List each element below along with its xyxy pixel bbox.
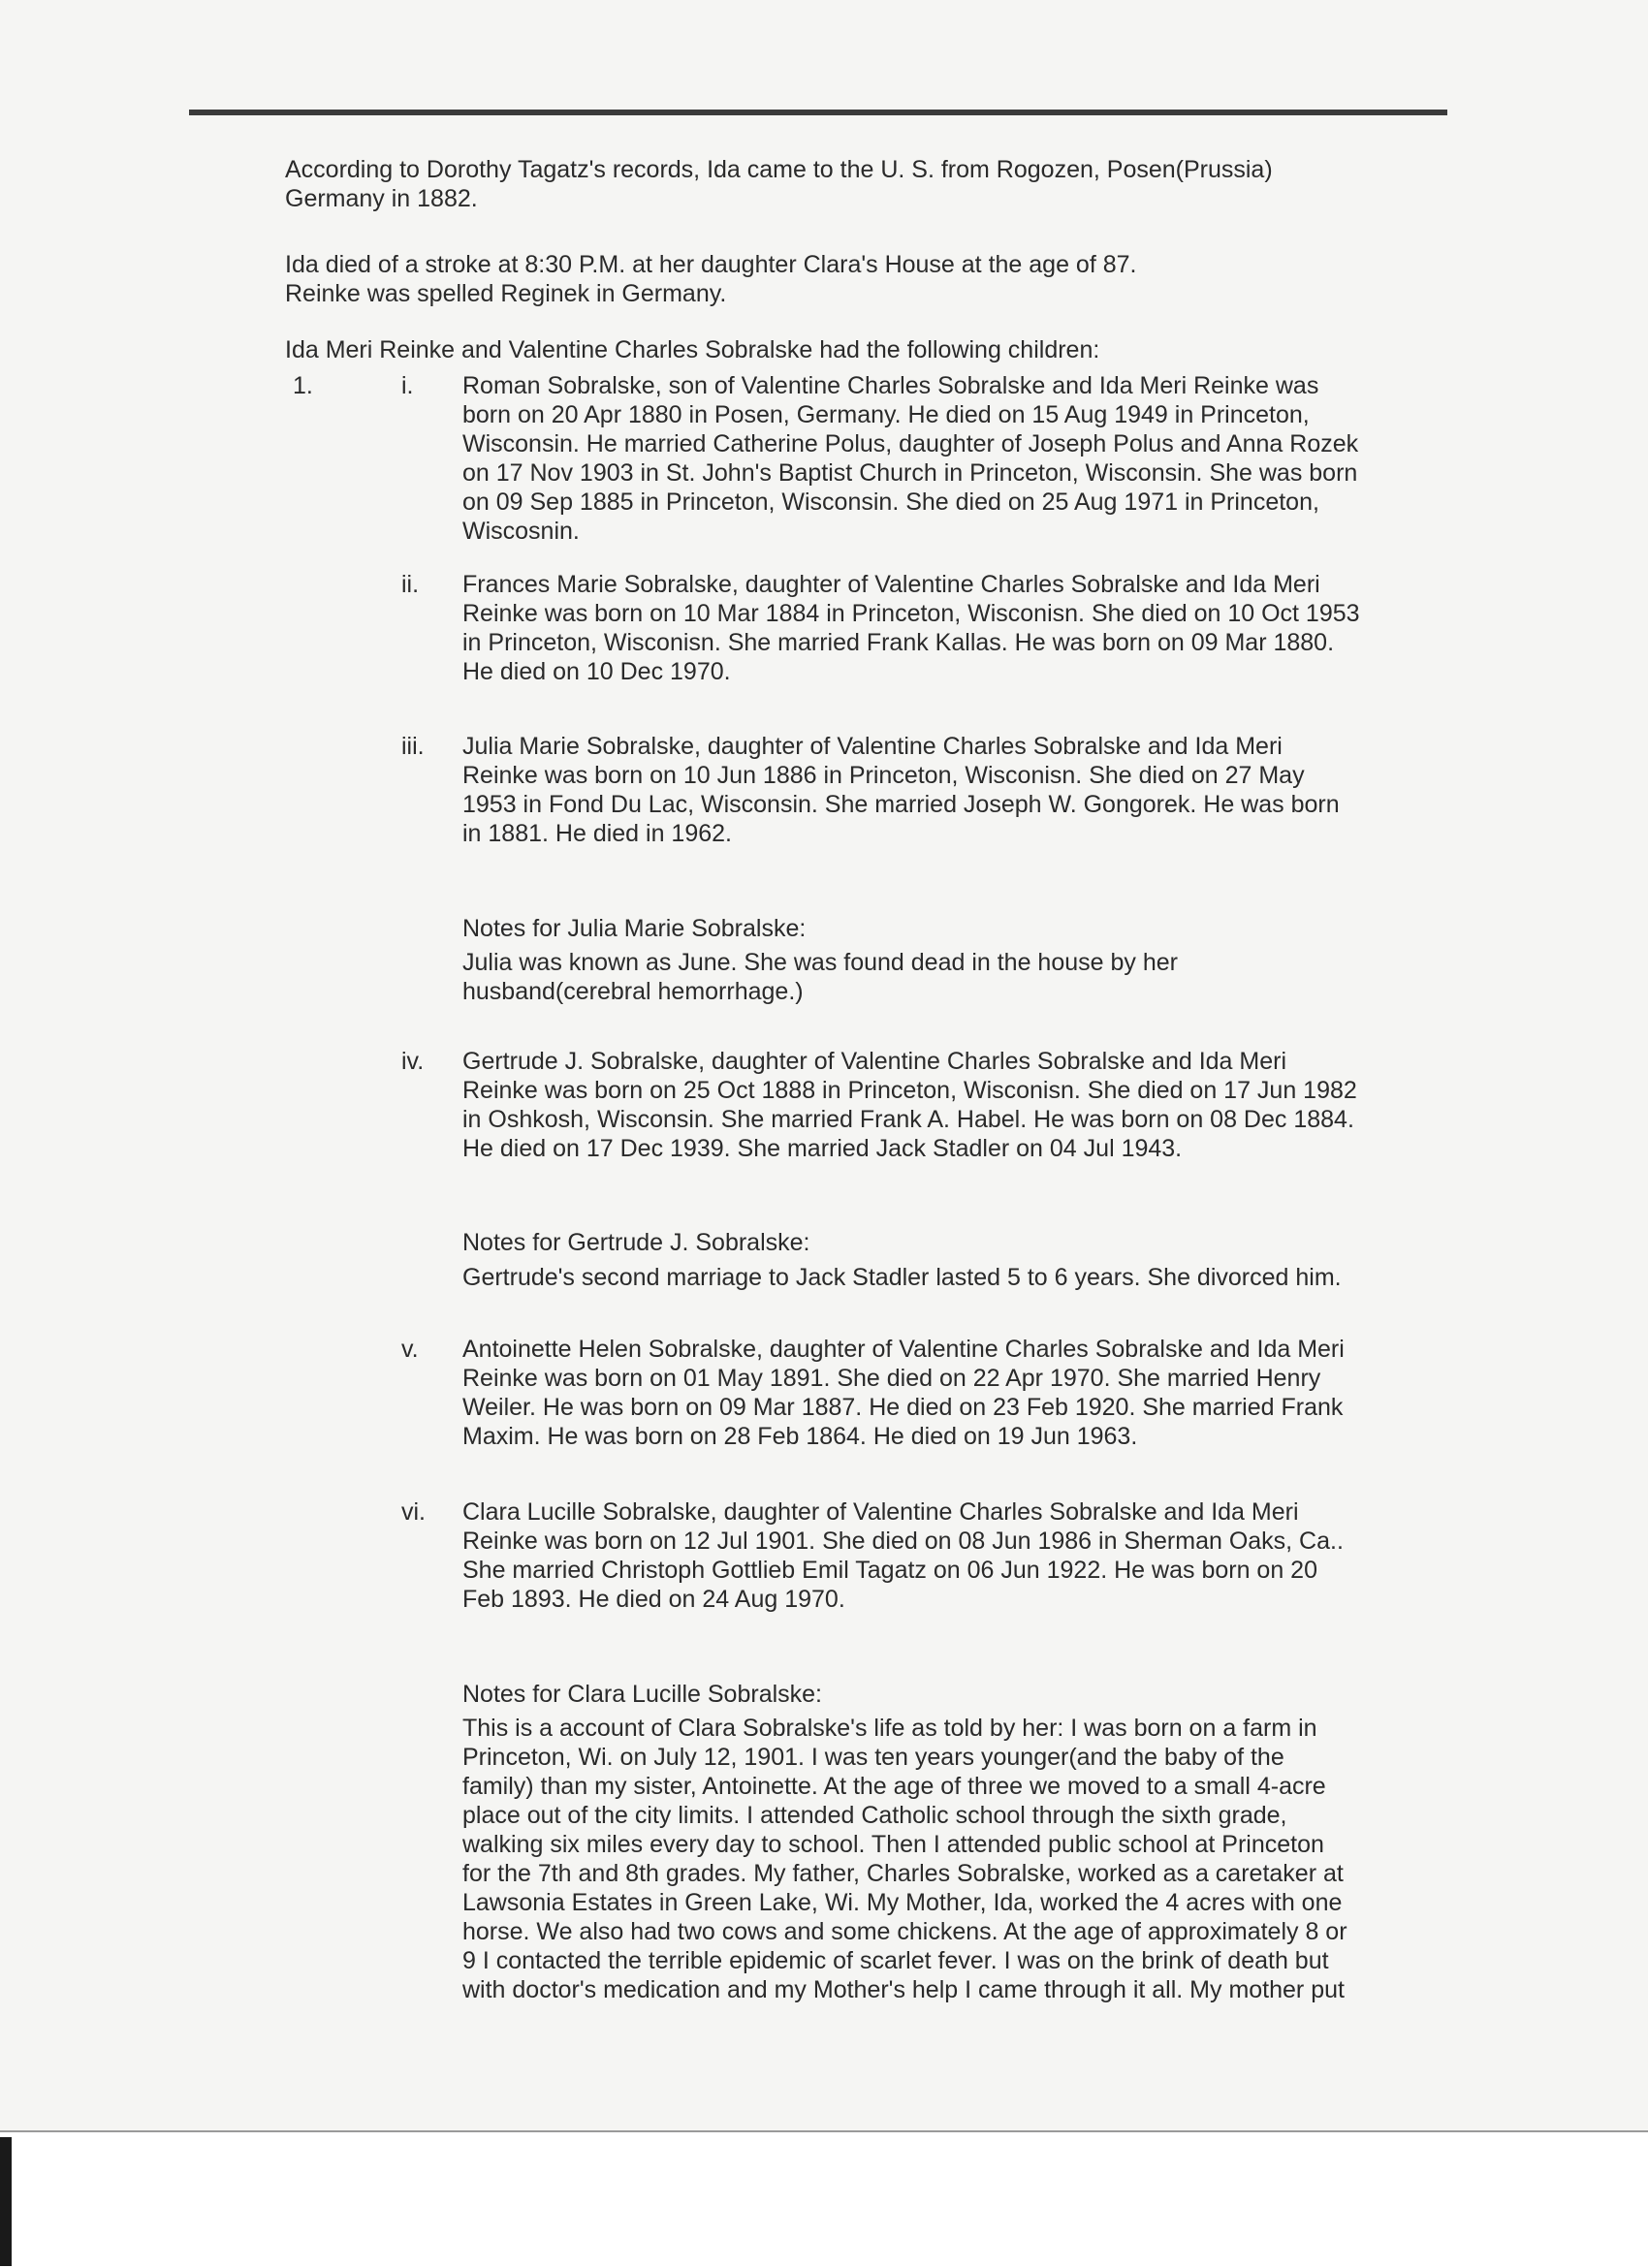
child-numeral-v: v. xyxy=(401,1336,419,1363)
child-numeral-iii: iii. xyxy=(401,733,425,760)
list-number: 1. xyxy=(293,372,313,399)
scan-bottom-edge xyxy=(0,2130,1648,2268)
child-entry-frances: Frances Marie Sobralske, daughter of Valentine Charles Sobralske and Ida Meri Reinke was born on 10 Mar 1884 in Princeton, Wisconisn. She died on 10 Oct 1953 in Princeton, Wisconisn. She married Frank Kallas. He was born on 09 Mar 1880. He died on 10 Dec 1970. xyxy=(462,571,1360,685)
notes-julia: Julia was known as June. She was found dead in the house by her husband(cerebral hemorrhage.) xyxy=(462,949,1178,1005)
intro-paragraph-origin: According to Dorothy Tagatz's records, Ida came to the U. S. from Rogozen, Posen(Prussia) Germany in 1882. xyxy=(285,156,1273,212)
notes-gertrude: Gertrude's second marriage to Jack Stadler lasted 5 to 6 years. She divorced him. xyxy=(462,1264,1342,1291)
notes-clara: This is a account of Clara Sobralske's life as told by her: I was born on a farm in Princeton, Wi. on July 12, 1901. I was ten years younger(and the baby of the family) than my sister, Antoinette. At the age of three we moved to a small 4-acre place out of the city limits. I attended Catholic school through the sixth grade, walking six miles every day to school. Then I attended public school at Princeton for the 7th and 8th grades. My father, Charles Sobralske, worked as a caretaker at Lawsonia Estates in Green Lake, Wi. My Mother, Ida, worked the 4 acres with one horse. We also had two cows and some chickens. At the age of approximately 8 or 9 I contacted the terrible epidemic of scarlet fever. I was on the brink of death but with doctor's medication and my Mother's help I came through it all. My mother put xyxy=(462,1715,1347,2003)
children-heading: Ida Meri Reinke and Valentine Charles Sobralske had the following children: xyxy=(285,336,1100,363)
child-entry-gertrude: Gertrude J. Sobralske, daughter of Valentine Charles Sobralske and Ida Meri Reinke was born on 25 Oct 1888 in Princeton, Wisconisn. She died on 17 Jun 1982 in Oshkosh, Wisconsin. She married Frank A. Habel. He was born on 08 Dec 1884. He died on 17 Dec 1939. She married Jack Stadler on 04 Jul 1943. xyxy=(462,1048,1357,1162)
child-numeral-i: i. xyxy=(401,372,414,399)
notes-title-julia: Notes for Julia Marie Sobralske: xyxy=(462,915,807,942)
child-numeral-ii: ii. xyxy=(401,571,420,598)
child-numeral-iv: iv. xyxy=(401,1048,425,1075)
child-entry-julia: Julia Marie Sobralske, daughter of Valentine Charles Sobralske and Ida Meri Reinke was born on 10 Jun 1886 in Princeton, Wisconisn. She died on 27 May 1953 in Fond Du Lac, Wisconsin. She married Joseph W. Gongorek. He was born in 1881. He died in 1962. xyxy=(462,733,1340,847)
child-numeral-vi: vi. xyxy=(401,1498,426,1526)
top-horizontal-rule xyxy=(189,110,1447,115)
child-entry-antoinette: Antoinette Helen Sobralske, daughter of Valentine Charles Sobralske and Ida Meri Reinke was born on 01 May 1891. She died on 22 Apr 1970. She married Henry Weiler. He was born on 09 Mar 1887. He died on 23 Feb 1920. She married Frank Maxim. He was born on 28 Feb 1864. He died on 19 Jun 1963. xyxy=(462,1336,1345,1450)
notes-title-clara: Notes for Clara Lucille Sobralske: xyxy=(462,1681,822,1708)
notes-title-gertrude: Notes for Gertrude J. Sobralske: xyxy=(462,1229,810,1256)
child-entry-roman: Roman Sobralske, son of Valentine Charles Sobralske and Ida Meri Reinke was born on 20 Apr 1880 in Posen, Germany. He died on 15 Aug 1949 in Princeton, Wisconsin. He married Catherine Polus, daughter of Joseph Polus and Anna Rozek on 17 Nov 1903 in St. John's Baptist Church in Princeton, Wisconsin. She was born on 09 Sep 1885 in Princeton, Wisconsin. She died on 25 Aug 1971 in Princeton, Wiscosnin. xyxy=(462,372,1359,545)
child-entry-clara: Clara Lucille Sobralske, daughter of Valentine Charles Sobralske and Ida Meri Reinke was born on 12 Jul 1901. She died on 08 Jun 1986 in Sherman Oaks, Ca.. She married Christoph Gottlieb Emil Tagatz on 06 Jun 1922. He was born on 20 Feb 1893. He died on 24 Aug 1970. xyxy=(462,1498,1344,1613)
scan-left-shadow xyxy=(0,2137,12,2266)
intro-paragraph-death: Ida died of a stroke at 8:30 P.M. at her daughter Clara's House at the age of 87. Reinke was spelled Reginek in Germany. xyxy=(285,251,1137,307)
